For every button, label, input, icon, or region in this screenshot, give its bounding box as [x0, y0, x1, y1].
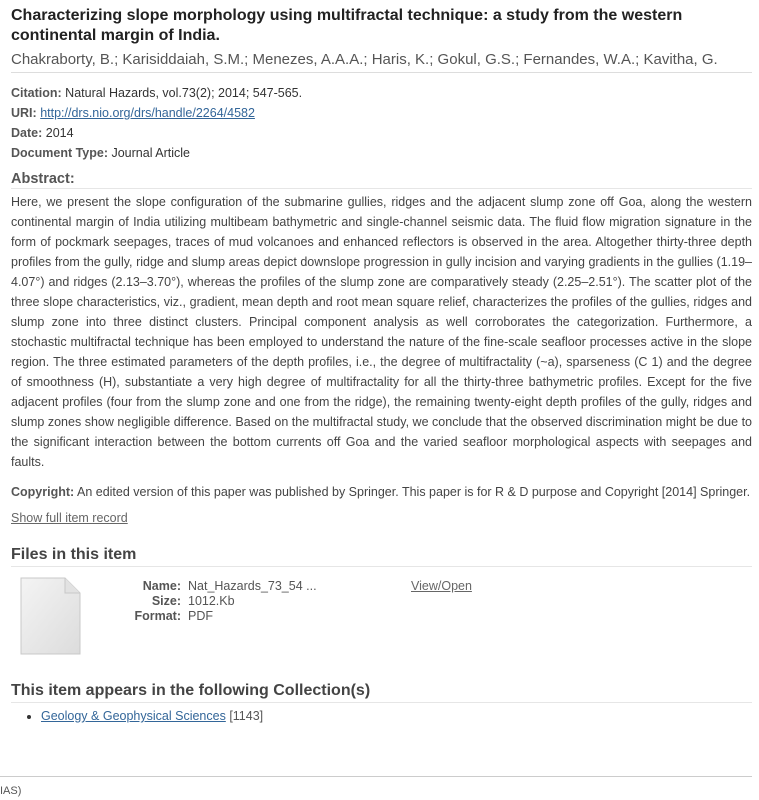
file-name-value: Nat_Hazards_73_54 ... — [188, 579, 317, 593]
copyright — [11, 482, 752, 502]
file-item — [11, 567, 752, 672]
date-value: 2014 — [45, 126, 74, 140]
uri-label: URI: — [11, 106, 37, 120]
file-format-row — [131, 609, 317, 624]
files-heading: Files in this item — [11, 546, 752, 567]
copyright-label: Copyright: — [11, 485, 75, 499]
date-row — [11, 123, 752, 143]
file-metadata — [131, 579, 317, 624]
copyright-text: An edited version of this paper was published by Springer. This paper is for R & D purpose and Copyright [2014] Springer. — [76, 485, 751, 499]
item-metadata — [11, 83, 752, 163]
file-name-row — [131, 579, 317, 594]
item-view — [11, 0, 752, 725]
file-name-label: Name: — [142, 579, 181, 593]
footer-divider — [0, 776, 752, 777]
date-label: Date: — [11, 126, 43, 140]
doctype-value: Journal Article — [111, 146, 190, 160]
doctype-label: Document Type: — [11, 146, 108, 160]
collection-link[interactable]: Geology & Geophysical Sciences — [41, 709, 226, 723]
abstract-text: Here, we present the slope configuration of the submarine gullies, ridges and the adjacent slump zone off Goa, along the western continental margin of India utilizing multibeam bathymetric and single-channel seismic data. The fluid flow migration signature in the form of pockmark seepages, traces of mud volcanoes and enhanced reflectors is observed in the area. Altogether thirty-three depth profiles from the gully, ridge and slump areas depict downslope progression in gully incision and varying gradients in the gullies (1.19–4.07°) and ridges (2.13–3.70°), whereas the profiles of the slump zone are comparatively steady (2.25–2.51°). The scatter plot of the three slope characteristics, viz., gradient, mean depth and root mean square relief, characterizes the profiles of the gullies, ridges and slump zone into three distinct clusters. Principal component analysis as well corroborates the categorization. Furthermore, a stochastic multifractal technique has been employed to understand the nature of the fine-scale seafloor processes active in the slope region. The three estimated parameters of the depth profiles, i.e., the degree of multifractality (~a), sparseness (C 1) and the degree of smoothness (H), substantiate a very high degree of multifractality for all the thirty-three bathymetric profiles. Except for the five adjacent profiles (four from the slump zone and one from the ridge), the remaining twenty-eight depth profiles of the gully, ridges and slump zones show negligible difference. Based on the multifractal study, we conclude that the observed discrimination might be due to the significant interaction between the bottom currents off Goa and the varied seafloor morphological aspects with seepages and faults. — [11, 195, 752, 469]
page-title: Characterizing slope morphology using multifractal technique: a study from the western continental margin of India. — [11, 7, 683, 44]
view-open-link[interactable]: View/Open — [411, 579, 472, 593]
file-format-label: Format: — [134, 609, 181, 623]
citation-value: Natural Hazards, vol.73(2); 2014; 547-565. — [65, 86, 303, 100]
file-size-row — [131, 594, 317, 609]
citation-label: Citation: — [11, 86, 62, 100]
footer-text: IAS) — [0, 785, 22, 797]
abstract-heading: Abstract: — [11, 171, 752, 189]
authors: Chakraborty, B.; Karisiddaiah, S.M.; Menezes, A.A.A.; Haris, K.; Gokul, G.S.; Fernandes, W.A.; Kavitha, G. — [11, 50, 752, 73]
uri-link[interactable]: http://drs.nio.org/drs/handle/2264/4582 — [40, 106, 255, 120]
file-size-label: Size: — [151, 594, 181, 608]
doctype-row — [11, 143, 752, 163]
document-icon[interactable] — [20, 577, 81, 655]
uri-row — [11, 103, 752, 123]
collection-item — [41, 707, 752, 725]
collections-list — [11, 707, 752, 725]
show-full-record-link[interactable]: Show full item record — [11, 511, 128, 525]
file-format-value: PDF — [188, 609, 213, 623]
citation-row — [11, 83, 752, 103]
collections-heading: This item appears in the following Collection(s) — [11, 682, 752, 703]
file-size-value: 1012.Kb — [188, 594, 235, 608]
collection-count: [1143] — [229, 709, 264, 723]
